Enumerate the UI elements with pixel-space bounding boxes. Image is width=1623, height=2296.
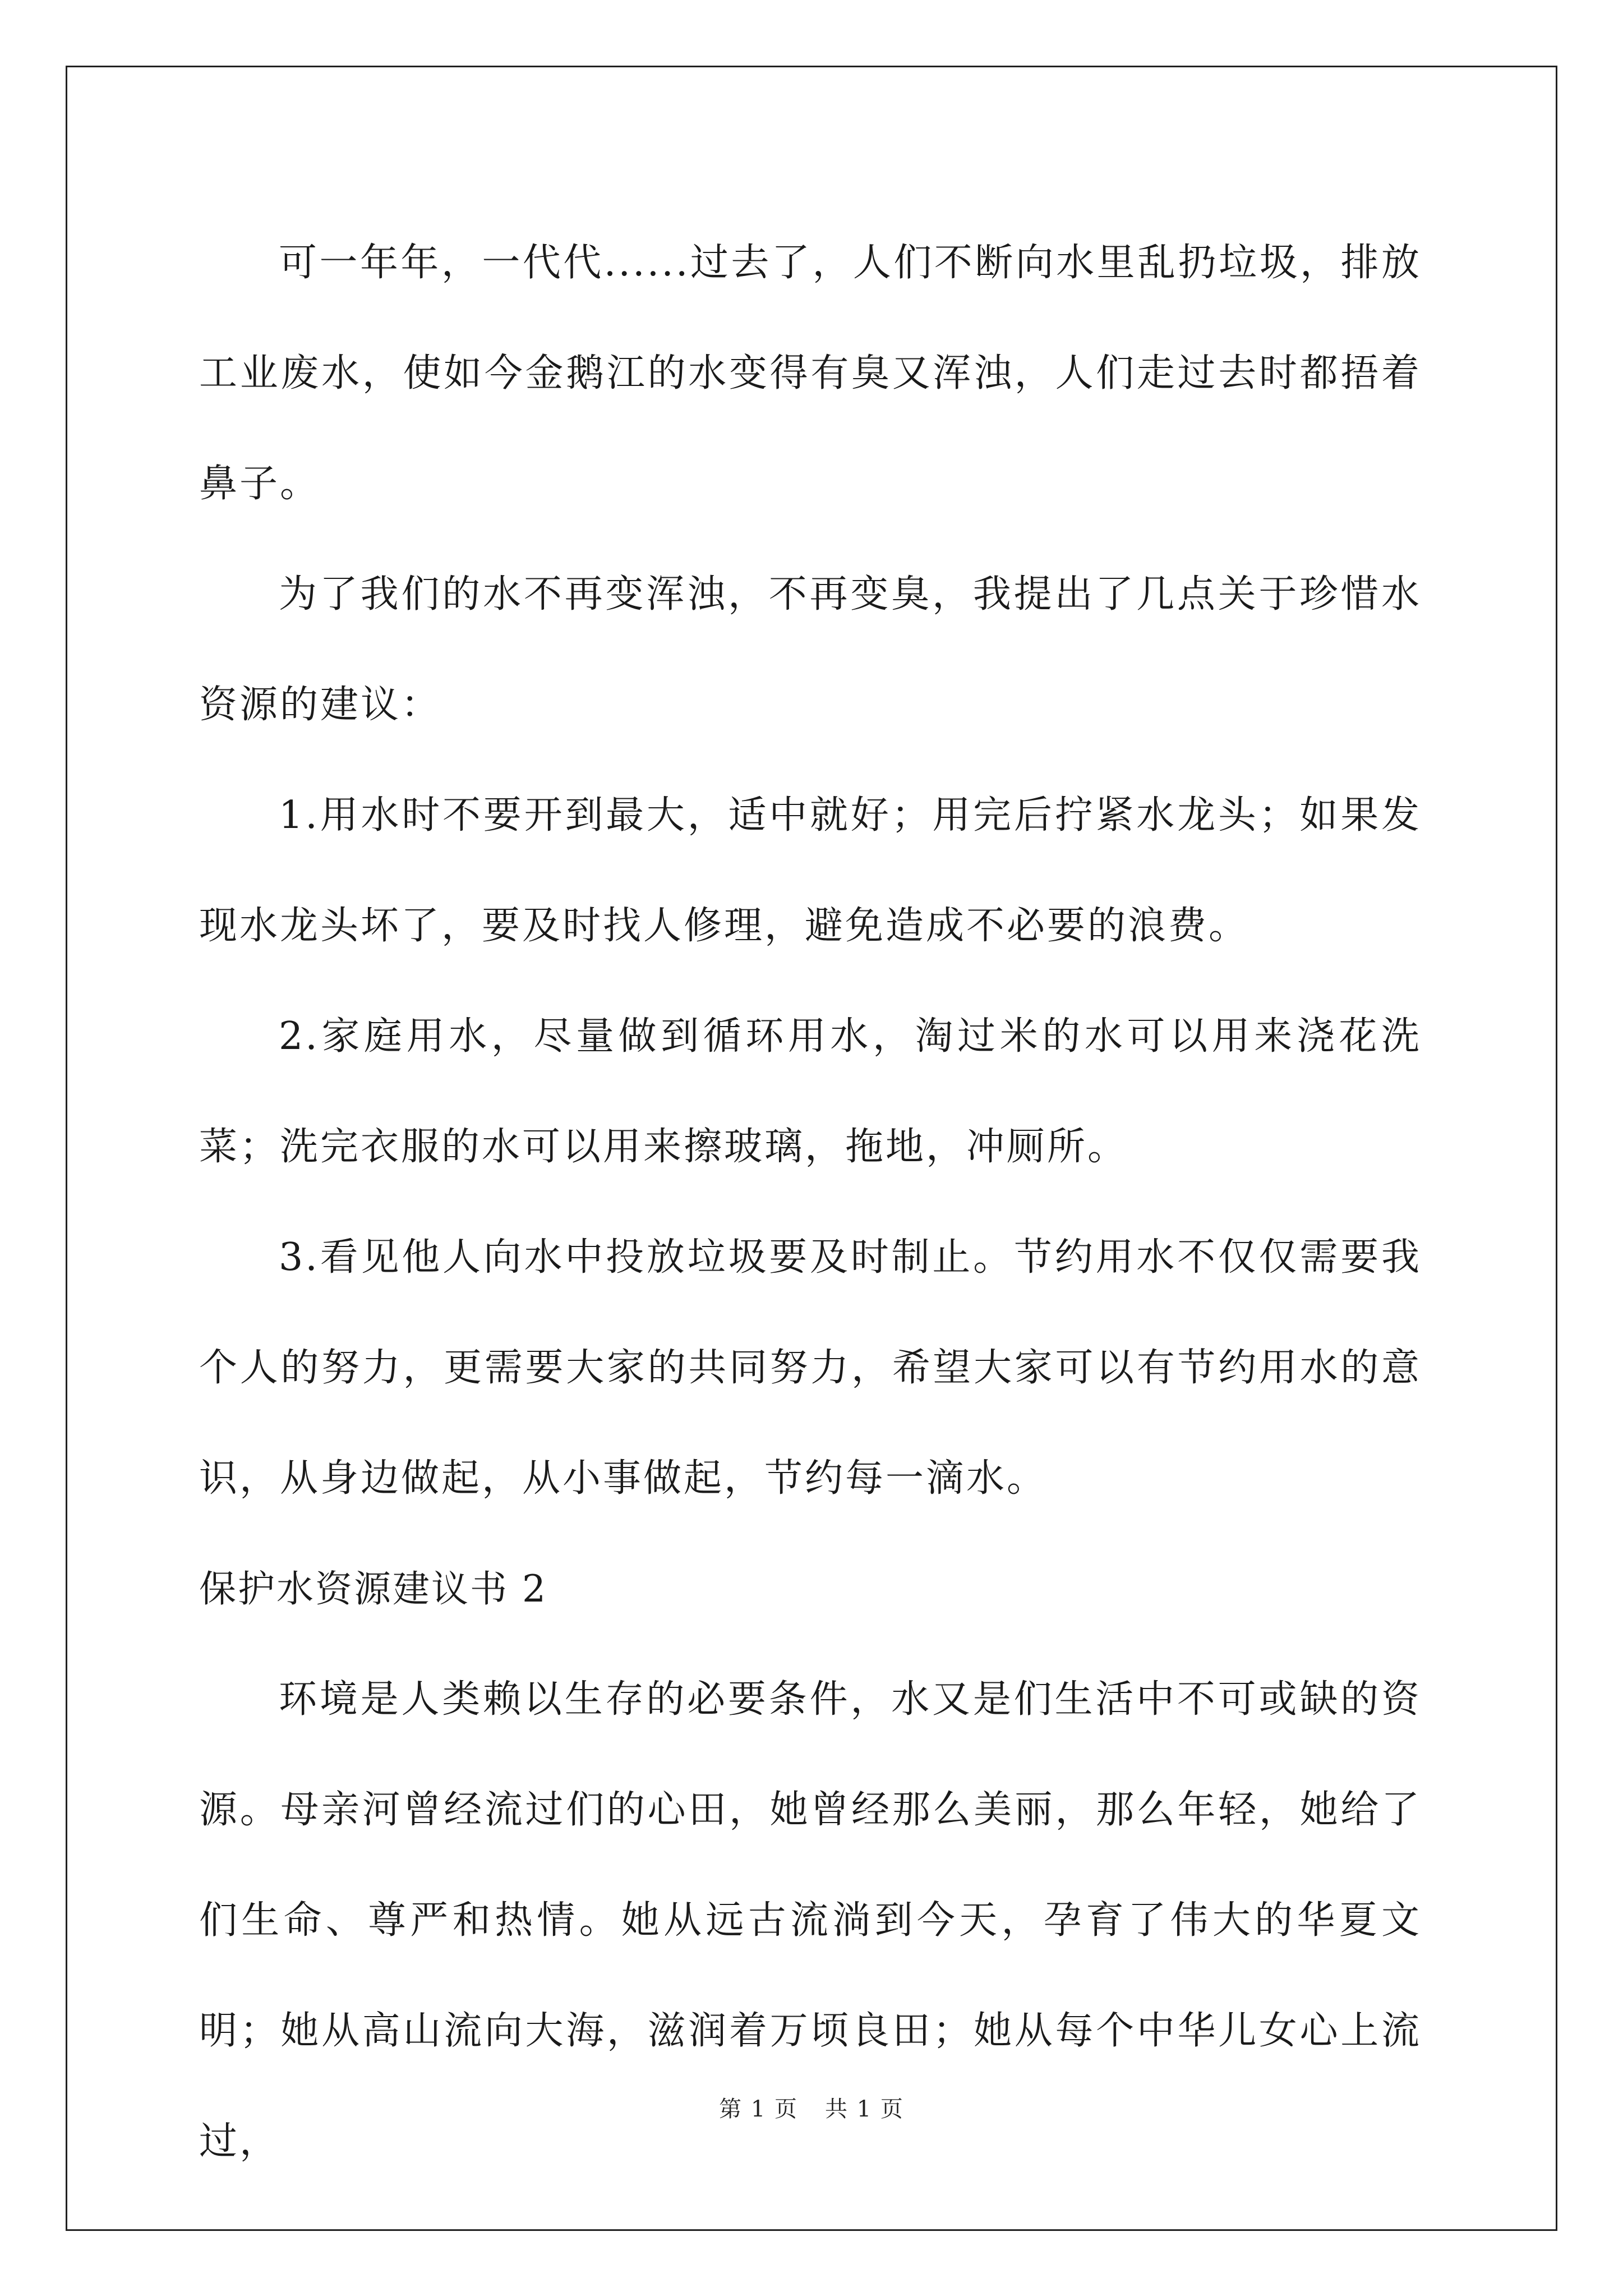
section-paragraph-1: 环境是人类赖以生存的必要条件，水又是们生活中不可或缺的资源。母亲河曾经流过们的心田，她曾经那么美丽，那么年轻，她给了们生命、尊严和热情。她从远古流淌到今天，孕育了伟大的华夏文明；她从高山流向大海，滋润着万顷良田；她从每个中华儿女心上流过，: [199, 1677, 1422, 2164]
document-body: [199, 208, 1422, 2197]
section-heading: 保护水资源建议书 2: [199, 1567, 547, 1611]
paragraph-2: 为了我们的水不再变浑浊，不再变臭，我提出了几点关于珍惜水资源的建议：: [199, 572, 1422, 727]
page-total: 共 1 页: [825, 2096, 904, 2122]
paragraph-4: 2.家庭用水，尽量做到循环用水，淘过米的水可以用来浇花洗菜；洗完衣服的水可以用来擦玻璃，拖地，冲厕所。: [199, 1014, 1422, 1169]
page-number: 第 1 页: [719, 2096, 798, 2122]
paragraph-5: 3.看见他人向水中投放垃圾要及时制止。节约用水不仅仅需要我个人的努力，更需要大家的共同努力，希望大家可以有节约用水的意识，从身边做起，从小事做起，节约每一滴水。: [199, 1235, 1422, 1501]
paragraph-3: 1.用水时不要开到最大，适中就好；用完后拧紧水龙头；如果发现水龙头坏了，要及时找人修理，避免造成不必要的浪费。: [199, 793, 1422, 948]
page-footer: [0, 2091, 1623, 2123]
paragraph-1: 可一年年，一代代......过去了，人们不断向水里乱扔垃圾，排放工业废水，使如今金鹅江的水变得有臭又浑浊，人们走过去时都捂着鼻子。: [199, 241, 1422, 506]
